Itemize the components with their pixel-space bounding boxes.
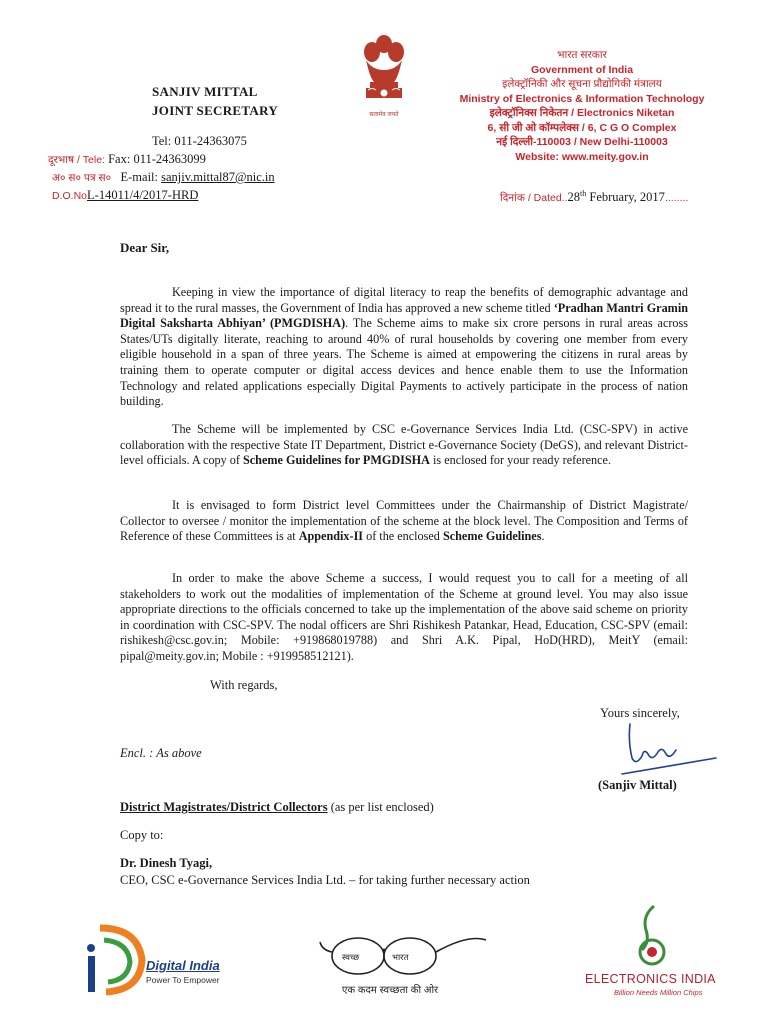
electronics-india-title: ELECTRONICS INDIA <box>585 972 716 986</box>
telephone: Tel: 011-24363075 <box>152 134 247 148</box>
p1-text-a: Keeping in view the importance of digital literacy to reap the benefits of demographic advantage and spread it to the rural masses, the Government of India has approved a new scheme titled <box>120 285 688 315</box>
complex: 6, सी जी ओ कॉम्पलेक्स / 6, C G O Complex <box>487 121 677 134</box>
gov-english: Government of India <box>530 63 634 76</box>
enclosure: Encl. : As above <box>120 746 202 760</box>
do-row <box>52 188 198 203</box>
signature-icon <box>608 716 718 786</box>
do-hindi-label: अ० स० पत्र स० <box>52 172 112 184</box>
sender-name: SANJIV MITTAL <box>152 84 258 99</box>
gov-hindi: भारत सरकार <box>557 49 607 61</box>
tele-label: दूरभाष / Tele: <box>48 154 105 166</box>
email-row <box>52 170 275 185</box>
building: इलेक्ट्रॉनिक्स निकेतन / Electronics Niketan <box>489 107 675 119</box>
signature <box>608 716 718 786</box>
cc-role: CEO, CSC e-Governance Services India Ltd. – for taking further necessary action <box>120 873 530 887</box>
email-prefix: E-mail: <box>120 170 162 184</box>
fax: Fax: 011-24363099 <box>108 152 206 166</box>
p3-text-a: It is envisaged to form District level Committees under the Chairmanship of District Magistrate/ Collector to oversee / monitor the implementation of the scheme at the block level. The Composition and Terms of Reference of these Committees is at <box>120 498 688 544</box>
addressee: District Magistrates/District Collectors <box>120 800 328 814</box>
date-day: 28 <box>567 190 581 205</box>
electronics-india-logo <box>632 902 672 970</box>
date-sup: th <box>580 189 587 198</box>
p2-text-a: The Scheme will be implemented by CSC e-Governance Services India Ltd. (CSC-SPV) in active collaboration with the respective State IT Department, District e-Governance Society (DeGS), and relevant District-level officials. A copy of <box>120 422 688 468</box>
fax-row <box>48 152 206 167</box>
swachh-tagline: एक कदम स्वच्छता की ओर <box>341 985 439 996</box>
cc-name: Dr. Dinesh Tyagi, <box>120 856 213 870</box>
addressee-row <box>120 800 434 815</box>
electronics-india-tagline: Billion Needs Million Chips <box>614 988 703 997</box>
date-dots: ........ <box>664 192 689 205</box>
national-emblem <box>356 30 412 122</box>
date-row <box>500 189 688 205</box>
emblem-icon <box>356 30 412 122</box>
city: नई दिल्ली-110003 / New Delhi-110003 <box>496 136 668 148</box>
guidelines-ref: Scheme Guidelines for PMGDISHA <box>242 453 430 468</box>
p1-text-b: . The Scheme aims to make six crore persons in rural areas across States/UTs digitally literate, reaching to around 40% of rural households by covering one member from every eligible household in a span of three years. The Scheme is aimed at empowering the citizens in rural areas by training them to operate computer or digital access devices and hence enable them to use the Information Technology and related applications especially Digital Payments to actively participate in the process of nation building. <box>120 316 688 409</box>
yours-sincerely: Yours sincerely, <box>600 706 680 720</box>
swachh-left: स्वच्छ <box>342 952 360 962</box>
email-link[interactable]: sanjiv.mittal87@nic.in <box>161 170 275 184</box>
digital-india-logo <box>80 922 150 998</box>
paragraph-2 <box>120 422 688 469</box>
appendix-ref: Appendix-II <box>298 529 364 544</box>
copy-to: Copy to: <box>120 828 164 842</box>
date-rest: February, 2017 <box>586 190 665 205</box>
ministry-hindi: इलेक्ट्रॉनिकी और सूचना प्रौद्योगिकी मंत्रालय <box>502 78 662 90</box>
paragraph-1 <box>120 285 688 410</box>
ministry-address <box>452 48 712 164</box>
digital-india-title: Digital India <box>146 958 220 973</box>
do-number: L-14011/4/2017-HRD <box>87 188 199 202</box>
paragraph-4 <box>120 571 688 665</box>
addressee-note: (as per list enclosed) <box>327 800 434 814</box>
p4-text: In order to make the above Scheme a success, I would request you to call for a meeting of all stakeholders to work out the modalities of implementation of the Scheme at ground level. You may also issue appropriate directions to the officials concerned to take up the implementation of the above said scheme on priority in coordination with CSC-SPV. The nodal officers are Shri Rishikesh Patankar, Head, Education, CSC-SPV (email: rishikesh@csc.gov.in; Mobile: +919868019788) and Shri A.K. Pipal, HoD(HRD), MeitY (email: pipal@meity.gov.in; Mobile : +919958512121). <box>120 571 688 663</box>
date-label: दिनांक / Dated.. <box>500 192 568 205</box>
p3-text-c: . <box>541 529 545 544</box>
salutation: Dear Sir, <box>120 240 170 255</box>
digital-india-tagline: Power To Empower <box>146 975 220 985</box>
sender-title: JOINT SECRETARY <box>152 103 279 118</box>
closing-regards: With regards, <box>210 678 278 692</box>
website[interactable]: Website: www.meity.gov.in <box>515 150 649 163</box>
electronics-india-icon <box>632 902 672 970</box>
paragraph-3 <box>120 498 688 545</box>
digital-india-icon <box>80 922 150 998</box>
scheme-name: ‘Pradhan Mantri Gramin Digital Saksharta Abhiyan’ (PMGDISHA) <box>120 300 689 331</box>
signatory-name: (Sanjiv Mittal) <box>598 778 677 792</box>
guidelines-ref-2: Scheme Guidelines <box>442 529 542 544</box>
ministry-english: Ministry of Electronics & Information Technology <box>459 92 705 105</box>
p3-text-b: of the enclosed <box>363 529 443 544</box>
p2-text-b: is enclosed for your ready reference. <box>429 453 611 468</box>
swachh-right: भारत <box>392 952 409 962</box>
emblem-motto: सत्यमेव जयते <box>369 112 399 118</box>
do-label: D.O.No <box>52 190 88 202</box>
